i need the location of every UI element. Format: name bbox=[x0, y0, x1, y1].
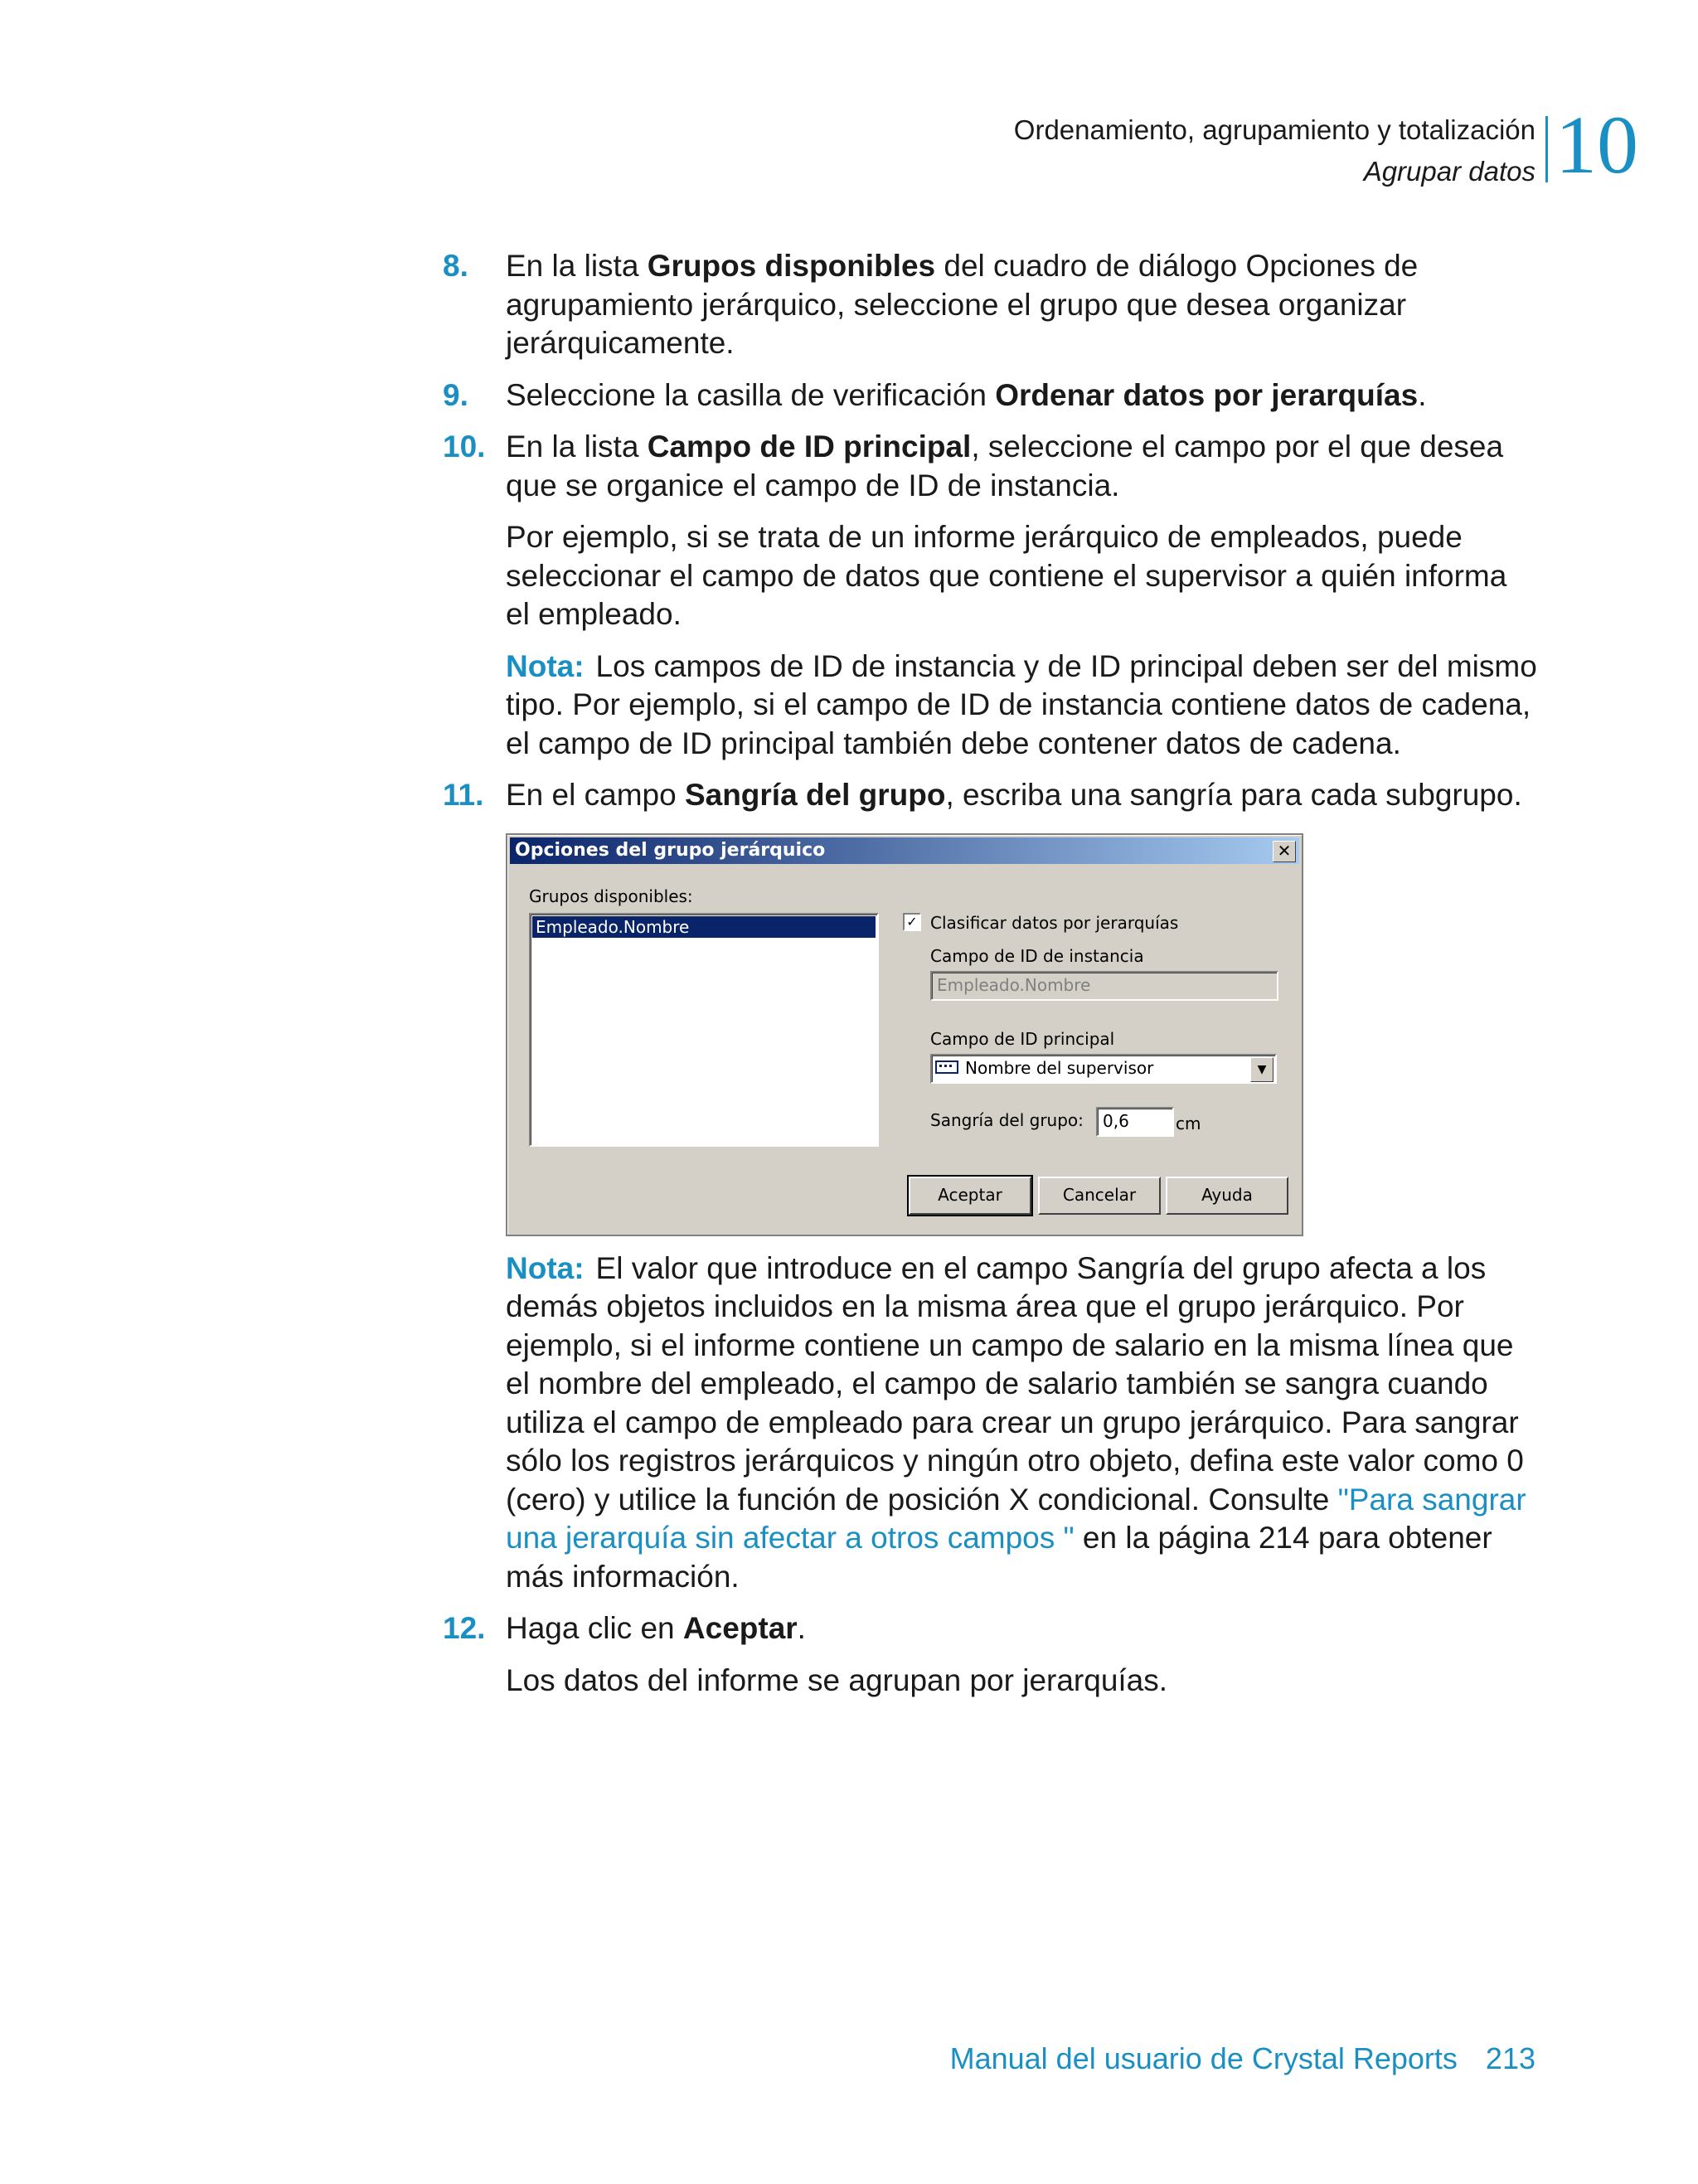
step-bold-term: Ordenar datos por jerarquías bbox=[995, 377, 1419, 412]
step-bold-term: Grupos disponibles bbox=[647, 249, 936, 283]
checkbox-label: Clasificar datos por jerarquías bbox=[930, 912, 1179, 933]
step-12 bbox=[443, 1609, 1537, 1648]
list-item-selected[interactable]: Empleado.Nombre bbox=[532, 916, 876, 938]
page-number: 213 bbox=[1485, 2041, 1535, 2075]
close-icon[interactable]: ✕ bbox=[1273, 841, 1296, 862]
running-header bbox=[1014, 109, 1535, 192]
step-text: , seleccione el campo por el que desea que se organice el campo de ID de instancia. bbox=[506, 430, 1504, 502]
step-10 bbox=[443, 428, 1537, 505]
chevron-down-icon[interactable]: ▼ bbox=[1250, 1057, 1274, 1082]
instance-id-field: Empleado.Nombre bbox=[930, 971, 1278, 1001]
indent-unit: cm bbox=[1176, 1113, 1201, 1133]
field-icon bbox=[935, 1060, 958, 1074]
page-content bbox=[443, 247, 1537, 1713]
step-number: 12. bbox=[443, 1611, 486, 1645]
note-text: El valor que introduce en el campo Sangría del grupo afecta a los demás objetos incluidos en la misma área que el grupo jerárquico. Por ejemplo, si el informe contiene un campo de salario en la misma línea que el nombre del empleado, el campo de salario también se sangra cuando utiliza el campo de empleado para crear un grupo jerárquico. Para sangrar sólo los registros jerárquicos y ningún otro objeto, defina este valor como 0 (cero) y utilice la función de posición X condicional. Consulte bbox=[506, 1250, 1524, 1517]
parent-id-value: Nombre del supervisor bbox=[965, 1057, 1154, 1078]
step-9 bbox=[443, 376, 1537, 415]
step-text: del cuadro de diálogo Opciones de agrupamiento jerárquico, seleccione el grupo que desea organizar jerárquicamente. bbox=[506, 249, 1419, 360]
step-bold-term: Aceptar bbox=[682, 1611, 798, 1645]
instance-id-label: Campo de ID de instancia bbox=[930, 945, 1144, 966]
note-text: Los campos de ID de instancia y de ID principal deben ser del mismo tipo. Por ejemplo, si el campo de ID de instancia contiene datos de cadena, el campo de ID principal también debe contener datos de cadena. bbox=[506, 648, 1537, 760]
sort-hierarchy-checkbox[interactable]: ✓ bbox=[903, 913, 921, 931]
dialog-title: Opciones del grupo jerárquico bbox=[515, 839, 826, 861]
help-button[interactable]: Ayuda bbox=[1166, 1177, 1288, 1215]
groups-listbox[interactable] bbox=[529, 913, 879, 1147]
section-title: Agrupar datos bbox=[1363, 156, 1535, 187]
ok-button[interactable]: Aceptar bbox=[909, 1177, 1031, 1215]
step-number: 11. bbox=[443, 778, 484, 812]
result-paragraph: Los datos del informe se agrupan por jerarquías. bbox=[506, 1662, 1168, 1697]
example-paragraph: Por ejemplo, si se trata de un informe jerárquico de empleados, puede seleccionar el campo de datos que contiene el supervisor a quién informa el empleado. bbox=[506, 520, 1507, 631]
parent-id-label: Campo de ID principal bbox=[930, 1028, 1115, 1049]
step-text: . bbox=[797, 1611, 806, 1645]
step-8 bbox=[443, 247, 1537, 363]
step-text: En el campo bbox=[506, 778, 685, 812]
dialog-titlebar bbox=[510, 837, 1299, 864]
hierarchical-group-dialog bbox=[506, 833, 1303, 1236]
header-divider bbox=[1545, 116, 1548, 182]
cancel-button[interactable]: Cancelar bbox=[1038, 1177, 1161, 1215]
indent-label: Sangría del grupo: bbox=[930, 1109, 1084, 1130]
step-number: 9. bbox=[443, 377, 468, 412]
note-paragraph bbox=[443, 1250, 1537, 1597]
step-bold-term: Campo de ID principal bbox=[647, 430, 972, 463]
step-bold-term: Sangría del grupo bbox=[684, 778, 946, 812]
step-number: 8. bbox=[443, 249, 468, 283]
parent-id-combobox[interactable] bbox=[930, 1054, 1277, 1084]
step-text: Seleccione la casilla de verificación bbox=[506, 377, 996, 412]
chapter-number: 10 bbox=[1555, 99, 1638, 191]
note-paragraph bbox=[443, 648, 1537, 764]
step-text: En la lista bbox=[506, 249, 648, 283]
step-number: 10. bbox=[443, 430, 486, 463]
manual-title: Manual del usuario de Crystal Reports bbox=[949, 2041, 1458, 2075]
note-label: Nota: bbox=[506, 648, 585, 683]
step-text: . bbox=[1418, 377, 1427, 412]
dialog-figure bbox=[443, 833, 1537, 1236]
step-11 bbox=[443, 776, 1537, 815]
note-text-end: en la página 214 para obtener más información. bbox=[506, 1521, 1492, 1594]
chapter-title: Ordenamiento, agrupamiento y totalización bbox=[1013, 114, 1535, 145]
step-text: , escriba una sangría para cada subgrupo. bbox=[945, 778, 1522, 812]
groups-label: Grupos disponibles: bbox=[529, 886, 693, 906]
step-text: En la lista bbox=[506, 430, 648, 463]
indent-input[interactable]: 0,6 bbox=[1096, 1107, 1174, 1137]
note-label: Nota: bbox=[506, 1250, 585, 1285]
page-footer bbox=[950, 2040, 1535, 2078]
step-text: Haga clic en bbox=[506, 1611, 683, 1645]
cross-reference-link[interactable]: "Para sangrar una jerarquía sin afectar a otros campos " bbox=[506, 1482, 1526, 1555]
